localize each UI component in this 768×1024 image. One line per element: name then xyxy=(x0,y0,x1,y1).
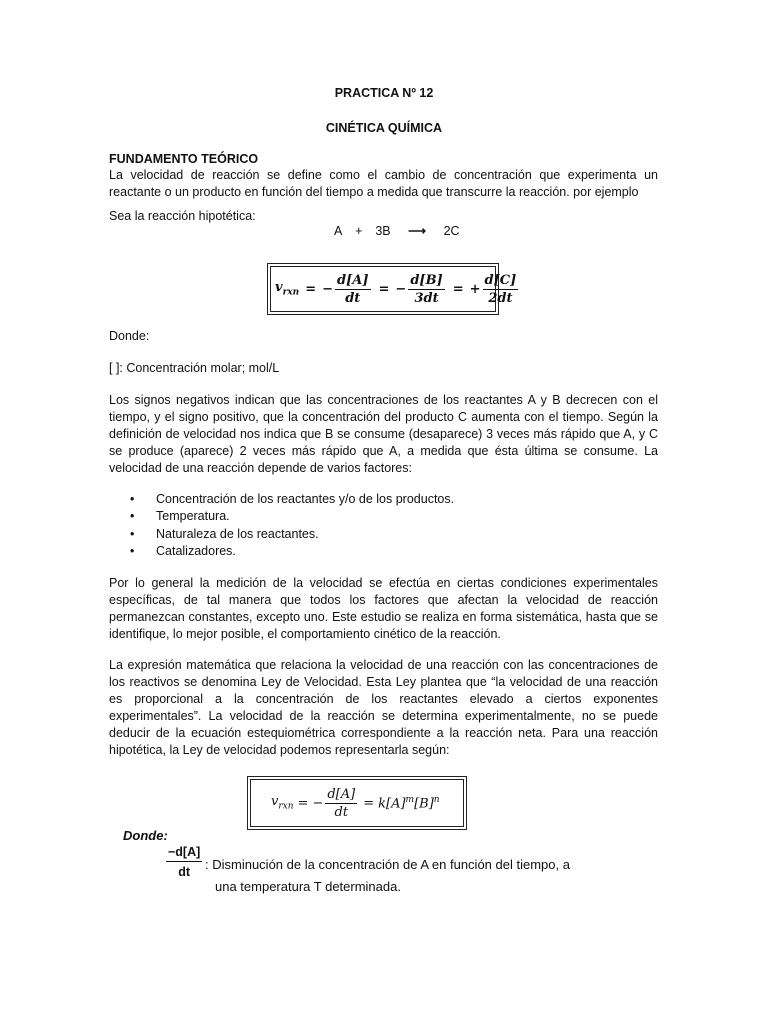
document-subtitle: CINÉTICA QUÍMICA xyxy=(325,121,443,135)
product-c: 2C xyxy=(443,224,460,238)
term2-sign: − xyxy=(395,281,407,297)
rate-equation-box xyxy=(270,266,517,312)
document-title: PRACTICA Nº 12 xyxy=(334,86,434,100)
reaction-plus: + xyxy=(355,224,363,238)
donde-label-1: Donde: xyxy=(109,329,150,343)
reaction-equation xyxy=(334,223,460,238)
list-item: • Naturaleza de los reactantes. xyxy=(130,526,319,541)
reaction-arrow: ⟶ xyxy=(408,224,427,238)
equals-sign: = xyxy=(305,281,317,297)
rate-equation: $v_{rxn}$ = − $\frac{d[A]}{dt}$ = − $\frac{d[B]}{3dt}$ = + $\frac{d[C]}{2dt}$ xyxy=(275,272,517,306)
term3-sign: + xyxy=(469,281,481,297)
term3-fraction: $\frac{d[C]}{2dt}$ xyxy=(484,272,517,306)
paragraph-4: La expresión matemática que relaciona la velocidad de una reacción con las concentraciones de los reactivos se denomina Ley de Velocidad. Esta Ley plantea que “la velocidad de una reacción es proporcional a la concentración de los reactantes elevado a ciertos exponentes experimentales”. La velocidad de la reacción se determina experimentalmente, no se puede deducir de la ecuación estequiométrica correspondiente a la reacción neta. Para una reacción hipotética, la Ley de velocidad podemos representarla según: xyxy=(109,658,658,757)
reactant-b: 3B xyxy=(375,224,391,238)
rate-law-rhs: $k[A]^m[B]^n$ xyxy=(378,794,440,812)
rate-law-box xyxy=(250,779,464,827)
paragraph-2: Los signos negativos indican que las concentraciones de los reactantes A y B decrecen con el tiempo, y el signo positivo, que la concentración del producto C aumenta con el tiempo. Según la definición de velocidad nos indica que B se consume (desaparece) 3 veces más rápido que A, y C se produce (aparece) 2 veces más rápido que A, a medida que ésta última se consume. La velocidad de una reacción depende de varios factores: xyxy=(109,393,658,475)
paragraph-3: Por lo general la medición de la velocidad se efectúa en ciertas condiciones experimentales específicas, de tal manera que todos los factores que afectan la velocidad de reacción permanezcan constantes, excepto uno. Este estudio se realiza en forma sistemática, hasta que se identifique, lo mejor posible, el comportamiento cinético de la reacción. xyxy=(109,576,658,641)
term2-fraction: $\frac{d[B]}{3dt}$ xyxy=(410,272,443,306)
concentration-definition: [ ]: Concentración molar; mol/L xyxy=(109,361,280,375)
term1-fraction: $\frac{d[A]}{dt}$ xyxy=(337,272,369,306)
term1-sign: − xyxy=(322,281,334,297)
paragraph-1: La velocidad de reacción se define como el cambio de concentración que experimenta un reactante o un producto en función del tiempo a medida que transcurre la reacción. por ejemplo xyxy=(109,168,658,199)
rate-law-fraction: $\frac{d[A]}{dt}$ xyxy=(327,786,356,820)
donde-label-2: Donde: xyxy=(123,828,168,843)
definition-text: : Disminución de la concentración de A en función del tiempo, a una temperatura T determinada. xyxy=(205,857,570,894)
list-item: • Temperatura. xyxy=(130,509,230,524)
definition-fraction: $\frac{-d[A]}{dt}$ xyxy=(168,845,201,879)
rate-symbol: $v_{rxn}$ xyxy=(271,794,294,812)
factors-list xyxy=(130,491,454,560)
list-item: • Catalizadores. xyxy=(130,543,236,558)
rate-law-equation: $v_{rxn}$ = − $\frac{d[A]}{dt}$ = $k[A]^m[B]^n$ xyxy=(271,786,440,820)
list-item: • Concentración de los reactantes y/o de los productos. xyxy=(130,492,455,506)
reactant-a: A xyxy=(334,224,343,238)
rate-symbol: $v_{rxn}$ xyxy=(275,280,300,298)
section-heading: FUNDAMENTO TEÓRICO xyxy=(109,152,259,166)
reaction-intro: Sea la reacción hipotética: xyxy=(109,209,256,223)
